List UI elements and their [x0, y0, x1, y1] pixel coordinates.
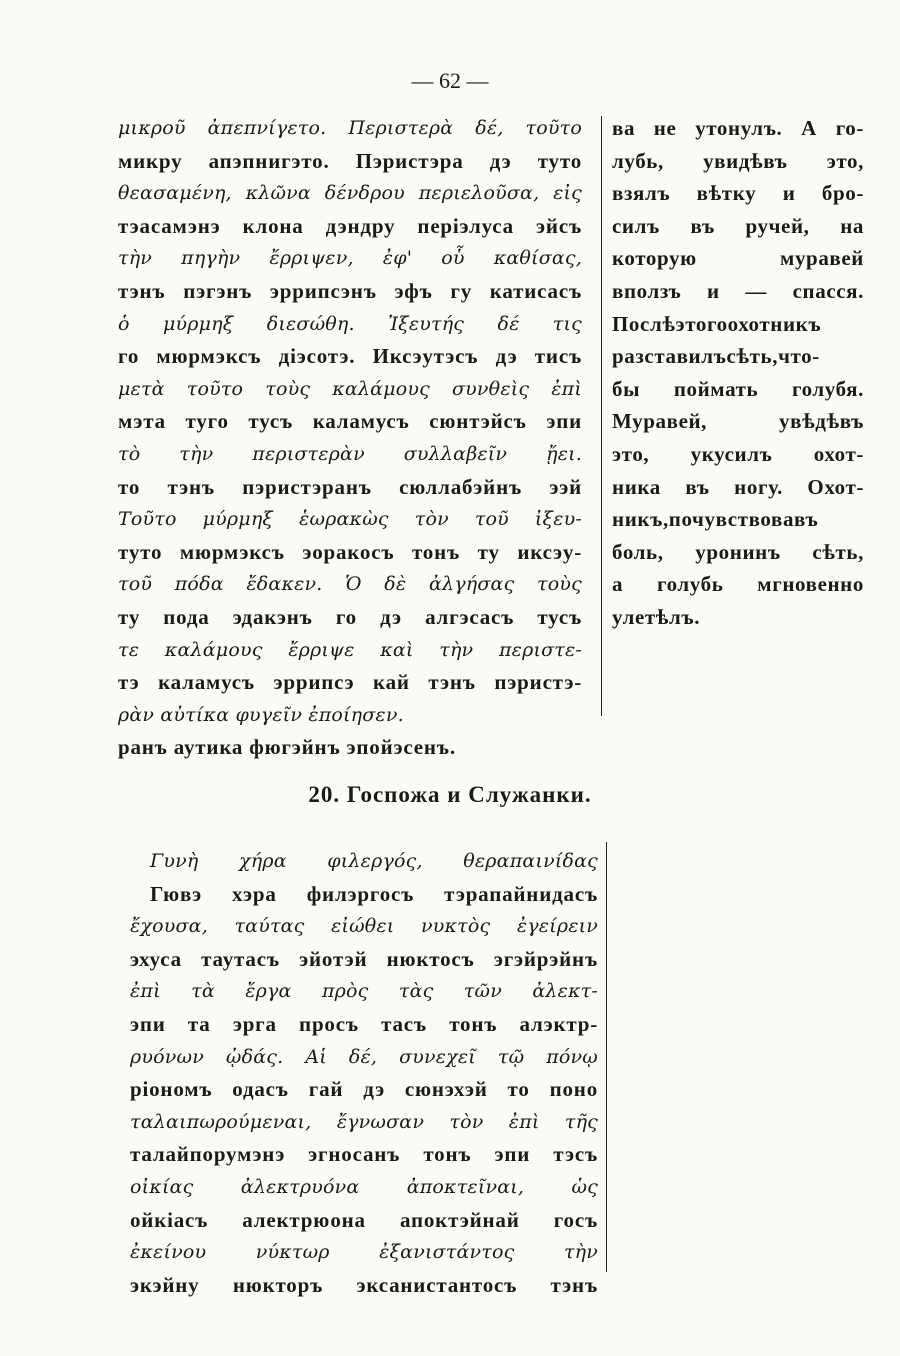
text-line: ἔχουσα, ταύτας εἰώθει νυκτὸς ἐγείρειν: [130, 915, 598, 938]
column-divider-bottom: [606, 842, 607, 1272]
text-line: ту пода эдакэнъ го дэ алгэсасъ тусъ: [118, 604, 582, 629]
text-line: это, укусилъ охот-: [612, 441, 864, 466]
text-line: талайпорумэнэ эгносанъ тонъ эпи тэсъ: [130, 1142, 598, 1167]
text-line: вползъ и — спасся.: [612, 278, 864, 303]
text-line: эпи та эрга просъ тасъ тонъ алэктр-: [130, 1011, 598, 1036]
text-line: улетѣлъ.: [612, 604, 701, 629]
text-line: ἐκείνου νύκτωρ ἐξανιστάντος τὴν: [130, 1241, 598, 1264]
text-line: мэта туго тусъ каламусъ сюнтэйсъ эпи: [118, 409, 582, 434]
section-title: 20. Госпожа и Служанки.: [308, 782, 592, 807]
text-line: Муравей, увѣдѣвъ: [612, 409, 864, 434]
text-line: то тэнъ пэристэранъ сюллабэйнъ ээй: [118, 474, 582, 499]
text-line: τὴν πηγὴν ἔρριψεν, ἐφ' οὗ καθίσας,: [118, 247, 582, 270]
text-line: го мюрмэксъ діэсотэ. Иксэутэсъ дэ тисъ: [118, 344, 582, 369]
text-line: ва не утонулъ. А го-: [612, 116, 864, 140]
text-line: οἰκίας ἀλεκτρυόνα ἀποκτεῖναι, ὡς: [130, 1175, 598, 1198]
text-line: τὸ τὴν περιστερὰν συλλαβεῖν ᾔει.: [118, 442, 582, 465]
text-line: ρὰν αὐτίκα φυγεῖν ἐποίησεν.: [118, 703, 404, 726]
text-line: ника въ ногу. Охот-: [612, 474, 864, 499]
text-line: ойкіасъ алектрюона апоктэйнай госъ: [130, 1207, 598, 1232]
text-line: Послѣэтогоохотникъ: [612, 311, 822, 336]
text-line: бы поймать голубя.: [612, 376, 864, 401]
text-line: Гювэ хэра филэргосъ тэрапайнидасъ: [150, 881, 598, 906]
text-line: эхуса таутасъ эйотэй нюктосъ эгэйрэйнъ: [130, 946, 598, 971]
text-line: μικροῦ ἀπεπνίγετο. Περιστερὰ δέ, τοῦτο: [118, 117, 582, 139]
text-line: взялъ вѣтку и бро-: [612, 181, 864, 206]
text-line: туто мюрмэксъ эоракосъ тонъ ту иксэу-: [118, 539, 582, 564]
text-line: μετὰ τοῦτο τοὺς καλάμους συνθεὶς ἐπὶ: [118, 377, 582, 400]
text-line: никъ,почувствовавъ: [612, 507, 819, 532]
text-line: а голубь мгновенно: [612, 572, 864, 597]
text-line: которую муравей: [612, 246, 864, 271]
text-line: ὁ μύρμηξ διεσώθη. Ἰξευτής δέ τις: [118, 312, 582, 335]
text-line: тэнъ пэгэнъ эррипсэнъ эфъ гу катисасъ: [118, 278, 582, 303]
page-number: — 62 —: [411, 68, 489, 93]
text-line: боль, уронинъ сѣть,: [612, 539, 864, 564]
text-line: ρυόνων ᾠδάς. Αἱ δέ, συνεχεῖ τῷ πόνῳ: [130, 1045, 598, 1068]
text-line: ранъ аутика фюгэйнъ эпойэсенъ.: [118, 735, 456, 760]
text-line: лубь, увидѣвъ это,: [612, 148, 864, 173]
column-divider: [601, 116, 602, 716]
bottom-column-greek-transliteration: [130, 845, 598, 1301]
text-line: τοῦ πόδα ἔδακεν. Ὁ δὲ ἀλγήσας τοὺς: [118, 573, 582, 596]
text-line: тэ каламусъ эррипсэ кай тэнъ пэристэ-: [118, 670, 582, 695]
text-line: силъ въ ручей, на: [612, 213, 864, 238]
text-line: разставилъсѣть,что-: [612, 344, 820, 369]
right-column-russian-translation: [612, 112, 864, 634]
text-line: микру апэпнигэто. Пэристэра дэ туто: [118, 148, 582, 173]
text-line: τε καλάμους ἔρριψε καὶ τὴν περιστε-: [118, 638, 582, 661]
text-line: ταλαιπωρούμεναι, ἔγνωσαν τὸν ἐπὶ τῆς: [130, 1110, 598, 1133]
text-line: Τοῦτο μύρμηξ ἑωρακὼς τὸν τοῦ ἰξευ-: [118, 508, 582, 531]
text-line: θεασαμένη, κλῶνα δένδρου περιελοῦσα, εἰς: [118, 182, 582, 205]
text-line: Γυνὴ χήρα φιλεργός, θεραπαινίδας: [150, 850, 598, 872]
text-line: ἐπὶ τὰ ἔργα πρὸς τὰς τῶν ἀλεκτ-: [130, 980, 598, 1003]
text-line: экэйну нюкторъ эксанистантосъ тэнъ: [130, 1272, 598, 1297]
text-line: ріономъ одасъ гай дэ сюнэхэй то поно: [130, 1077, 598, 1102]
left-column-greek-transliteration: [118, 112, 582, 764]
text-line: тэасамэнэ клона дэндру періэлуса эйсъ: [118, 213, 582, 238]
